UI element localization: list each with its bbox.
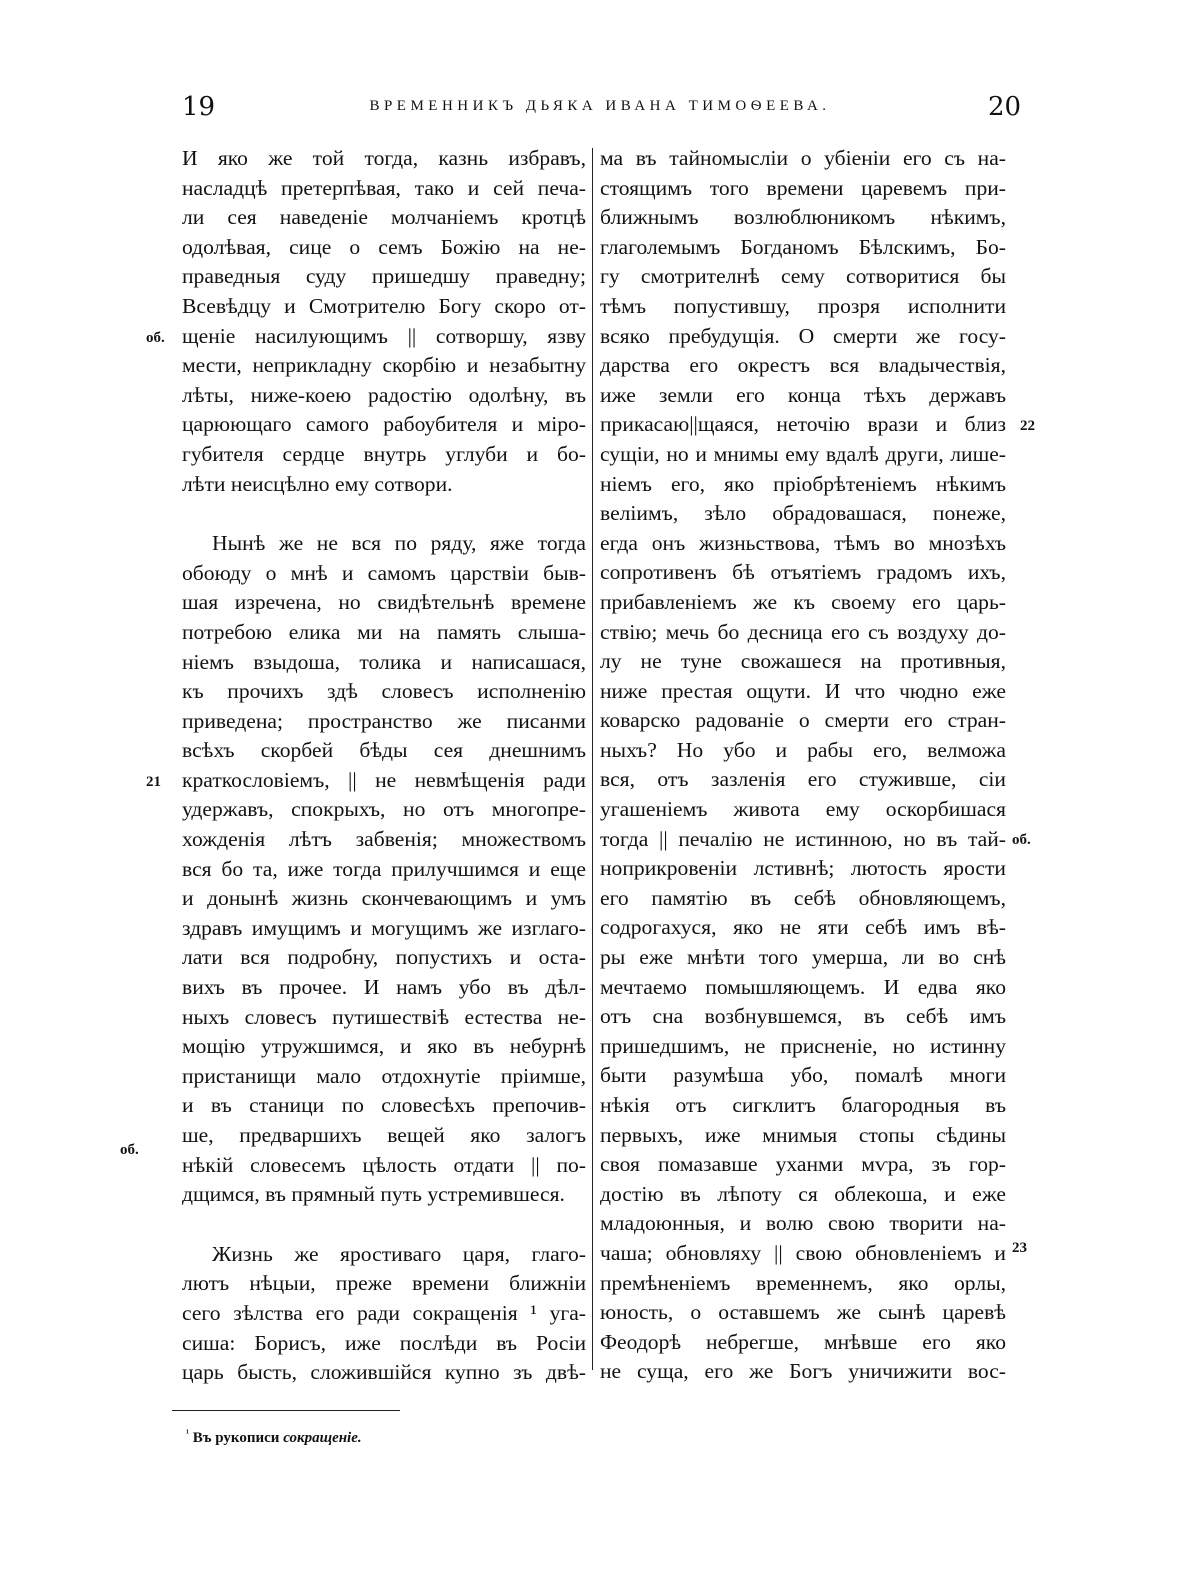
text-line: мощію утружшимся, и яко въ небурнѣ	[182, 1034, 586, 1059]
text-line: ше, предваршихъ вещей яко залогъ	[182, 1123, 586, 1147]
text-line: сущіи, но и мнимы ему вдалѣ други, лише-	[600, 441, 1006, 466]
text-line: праведныя суду пришедшу праведну;	[182, 264, 586, 289]
footnote	[186, 1428, 362, 1447]
text-line: тѣмъ попустившу, прозря исполнити	[600, 293, 1006, 318]
text-line: достію въ лѣпоту ся облекоша, и еже	[600, 1181, 1006, 1206]
footnote-emphasis: сокращеніе.	[283, 1430, 362, 1446]
text-line: лѣты, ниже-коею радостію одолѣну, въ	[182, 382, 586, 407]
text-line: всѣхъ скорбей бѣды сея днешнимъ	[182, 738, 586, 763]
text-line: пришедшимъ, не присненіе, но истинну	[600, 1033, 1006, 1058]
text-line: веліимъ, зѣло обрадовашася, понеже,	[600, 501, 1006, 526]
text-line: ноприкровеніи лстивнѣ; лютость ярости	[600, 856, 1006, 881]
page-header	[0, 92, 1191, 132]
text-line: одолѣвая, сице о семъ Божію на не-	[182, 234, 586, 259]
text-line: дарства его окрестъ вся владычествія,	[600, 353, 1006, 378]
text-line: всяко пребудущія. О смерти же госу-	[600, 323, 1006, 348]
text-line: и донынѣ жизнь скончевающимъ и умъ	[182, 886, 586, 911]
right-column	[600, 144, 1006, 1387]
text-line: царюющаго самого рабоубителя и міро-	[182, 412, 586, 437]
text-line: дщимся, въ прямный путь устремившеся.	[182, 1182, 565, 1207]
text-line: ныхъ словесъ путишествіѣ естества не-	[182, 1004, 586, 1029]
text-line: быти разумѣша убо, помалѣ многи	[600, 1063, 1006, 1088]
text-line: ныхъ? Но убо и рабы его, велможа	[600, 737, 1006, 762]
text-line: прибавленіемъ же къ своему его царь-	[600, 589, 1006, 614]
text-line: не суща, его же Богъ уничижити вос-	[600, 1359, 1006, 1384]
margin-note-left: об.	[146, 330, 165, 346]
text-line: иже земли его конца тѣхъ державъ	[600, 382, 1006, 407]
text-line: младоюнныя, и волю свою творити на-	[600, 1211, 1006, 1236]
text-line: первыхъ, иже мнимыя стопы сѣдины	[600, 1122, 1006, 1147]
text-line: лу не туне свожашеся на противныя,	[600, 649, 1006, 674]
text-line: Феодорѣ небрегше, мнѣвше его яко	[600, 1329, 1006, 1354]
footnote-rule	[172, 1410, 400, 1411]
text-line: краткословіемъ, || не невмѣщенія ради	[182, 767, 586, 792]
running-title: ВРЕМЕННИКЪ ДЬЯКА ИВАНА ТИМОѲЕЕВА.	[369, 98, 831, 114]
text-line: ры еже мнѣти того умерша, ли во снѣ	[600, 945, 1006, 970]
text-line: царь бысть, сложившійся купно зъ двѣ-	[182, 1360, 586, 1385]
text-line: нѣкія отъ сигклитъ благородныя въ	[600, 1093, 1006, 1117]
text-line: нѣкій словесемъ цѣлость отдати || по-	[182, 1152, 586, 1177]
text-line: здравъ имущимъ и могущимъ же изглаго-	[182, 915, 586, 940]
text-line: пристанищи мало отдохнутіе пріимше,	[182, 1063, 586, 1088]
text-line: ма въ тайномысліи о убіеніи его съ на-	[600, 146, 1006, 170]
text-line: глаголемымъ Богданомъ Бѣлскимъ, Бо-	[600, 234, 1006, 259]
text-line: и въ станици по словесѣхъ препочив-	[182, 1093, 586, 1118]
text-line: сиша: Борисъ, иже послѣди въ Росіи	[182, 1330, 586, 1355]
text-line: Всевѣдцу и Смотрителю Богу скоро от-	[182, 293, 586, 318]
text-line: сопротивенъ бѣ отъятіемъ градомъ ихъ,	[600, 560, 1006, 585]
text-line: И яко же той тогда, казнь избравъ,	[182, 146, 586, 170]
text-line: ближнымъ возлюблюникомъ нѣкимъ,	[600, 205, 1006, 230]
text-line: коварско радованіе о смерти его стран-	[600, 708, 1006, 733]
text-line: щеніе насилующимъ || сотворшу, язву	[182, 323, 586, 348]
text-line: хожденія лѣтъ забвенія; множествомъ	[182, 827, 586, 852]
text-line: чаша; обновляху || свою обновленіемъ и	[600, 1240, 1006, 1265]
text-line: ніемъ его, яко пріобрѣтеніемъ нѣкимъ	[600, 471, 1006, 496]
text-line: вихъ въ прочее. И намъ убо въ дѣл-	[182, 975, 586, 1000]
text-line: прикасаю||щаяся, неточію врази и близ	[600, 412, 1006, 437]
margin-note-left: 21	[146, 774, 161, 790]
text-line: ствію; мечь бо десница его съ воздуху до-	[600, 619, 1006, 644]
text-line: лѣти неисцѣлно ему сотвори.	[182, 471, 453, 496]
page-number-right: 20	[988, 92, 1022, 122]
text-line: мести, неприкладну скорбію и незабытну	[182, 353, 586, 378]
text-line: насладцѣ претерпѣвая, тако и сей печа-	[182, 175, 586, 200]
text-line: содрогахуся, яко не яти себѣ имъ вѣ-	[600, 915, 1006, 940]
text-line: удержавъ, спокрыхъ, но отъ многопре-	[182, 797, 586, 822]
text-line: гу смотрителнѣ сему сотворитися бы	[600, 264, 1006, 289]
text-line: вся бо та, иже тогда прилучшимся и еще	[182, 856, 586, 881]
text-line: потребою елика ми на память слыша-	[182, 619, 586, 644]
text-line: Нынѣ же не вся по ряду, яже тогда	[212, 531, 586, 556]
column-divider	[592, 148, 593, 1370]
text-line: къ прочихъ здѣ словесъ исполненію	[182, 679, 586, 704]
text-line: Жизнь же яростиваго царя, глаго-	[212, 1241, 586, 1266]
text-line: отъ сна возбнувшемся, въ себѣ имъ	[600, 1004, 1006, 1029]
page-number-left: 19	[182, 92, 216, 122]
text-line: шая изречена, но свидѣтельнѣ времене	[182, 590, 586, 615]
text-line: егда онъ жизньствова, тѣмъ во мнозѣхъ	[600, 530, 1006, 555]
text-line: тогда || печалію не истинною, но въ тай-	[600, 826, 1006, 851]
text-line: стоящимъ того времени царевемъ при-	[600, 175, 1006, 200]
text-line: своя помазавше уханми мѵра, зъ гор-	[600, 1152, 1006, 1177]
text-line: ли сея наведеніе молчаніемъ кротцѣ	[182, 205, 586, 230]
margin-note-left: об.	[120, 1142, 139, 1158]
text-line: угашеніемъ живота ему оскорбишася	[600, 797, 1006, 822]
text-line: приведена; пространство же писанми	[182, 708, 586, 733]
margin-note-right: 23	[1012, 1240, 1027, 1256]
margin-note-right: об.	[1012, 832, 1031, 848]
text-line: юность, о оставшемъ же сынѣ царевѣ	[600, 1300, 1006, 1325]
text-line: обоюду о мнѣ и самомъ царствіи быв-	[182, 560, 586, 585]
left-column	[182, 144, 586, 1388]
text-line: ніемъ взыдоша, толика и написашася,	[182, 649, 586, 674]
footnote-marker: ¹	[186, 1428, 189, 1439]
footnote-text: Въ рукописи	[192, 1430, 280, 1446]
text-line: мечтаемо помышляющемъ. И едва яко	[600, 974, 1006, 999]
text-line: ниже престая ощути. И что чюдно еже	[600, 678, 1006, 703]
text-line: лютъ нѣцыи, преже времени ближніи	[182, 1271, 586, 1296]
text-line: его памятію въ себѣ обновляющемъ,	[600, 885, 1006, 910]
text-line: премѣненіемъ временнемъ, яко орлы,	[600, 1270, 1006, 1295]
text-line: вся, отъ зазленія его стуживше, сіи	[600, 767, 1006, 792]
text-line: губителя сердце внутрь углуби и бо-	[182, 441, 586, 466]
text-line: лати вся подробну, попустихъ и оста-	[182, 945, 586, 970]
text-line: сего зѣлства его ради сокращенія ¹ уга-	[182, 1300, 586, 1325]
margin-note-right: 22	[1020, 418, 1035, 434]
